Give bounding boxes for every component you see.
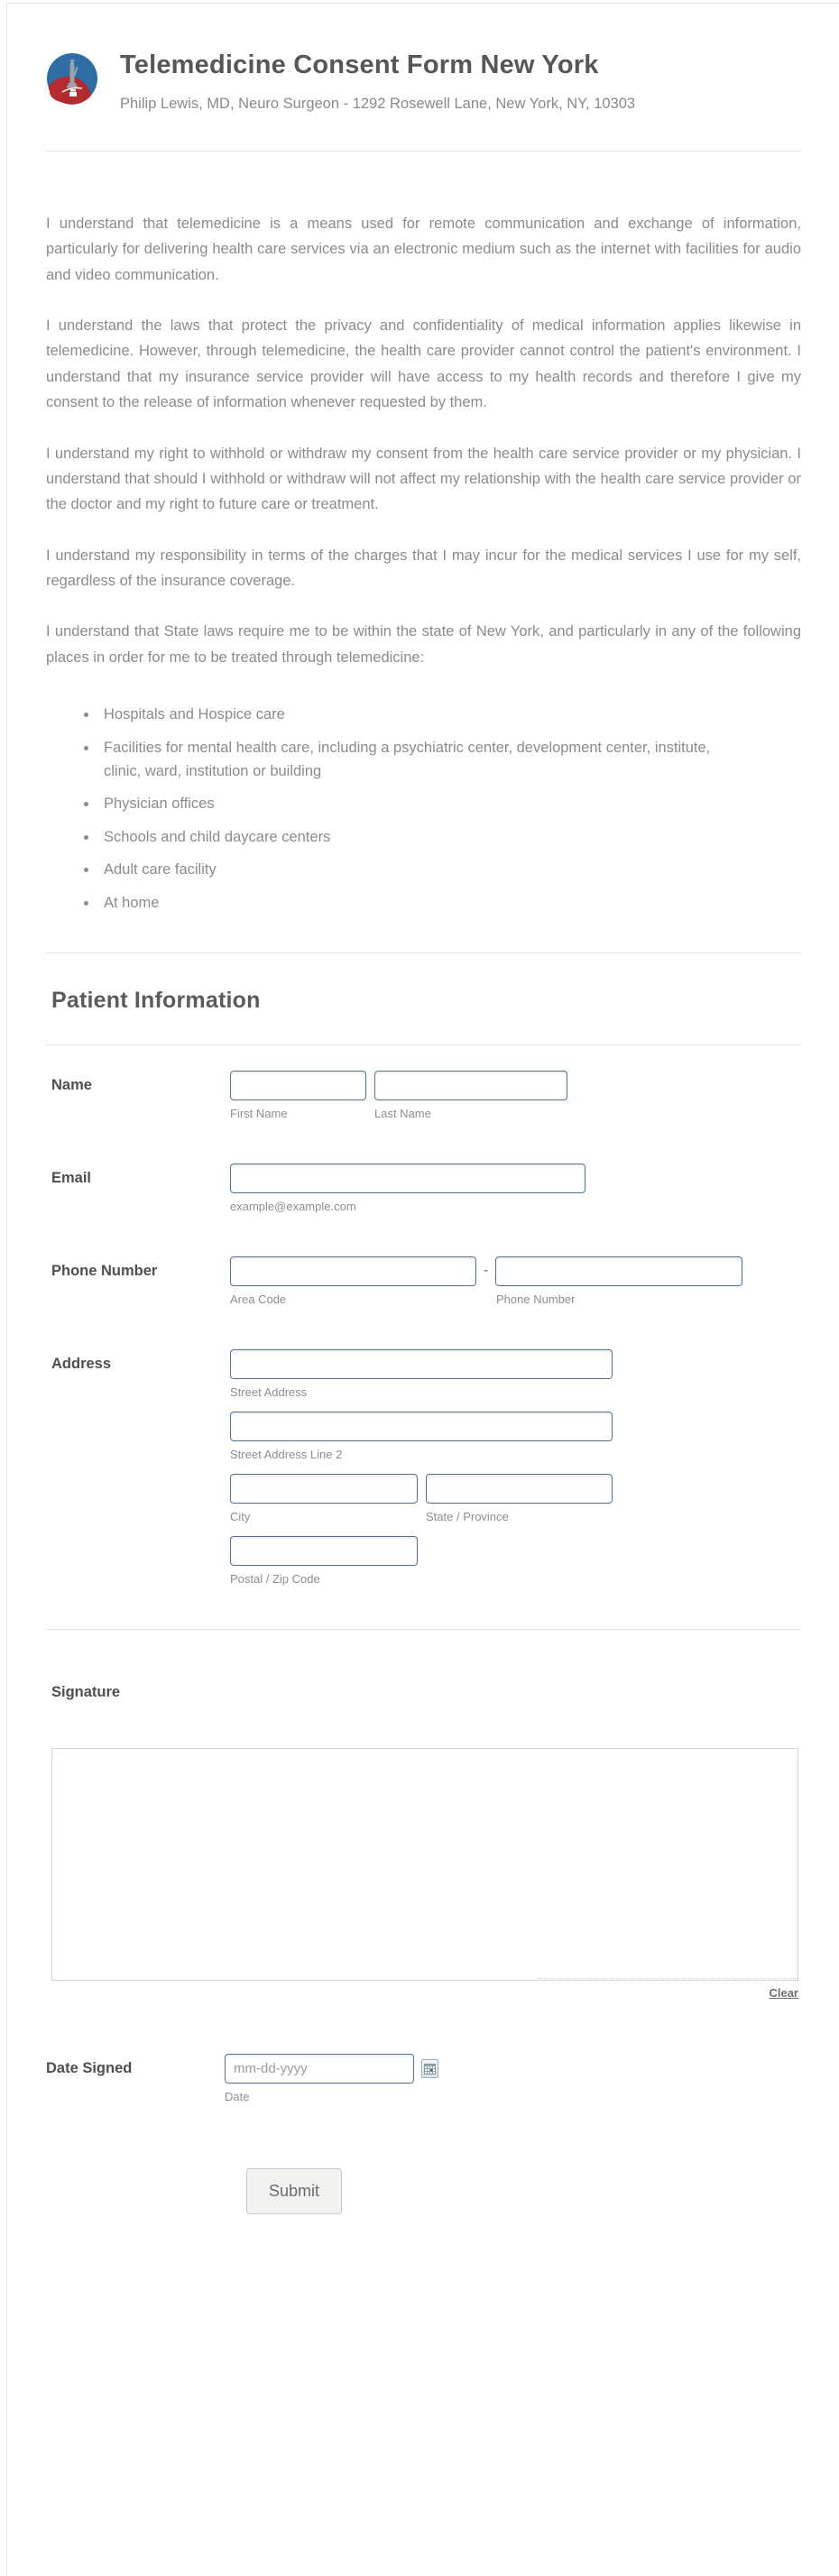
phone-separator: - [484,1263,489,1279]
clinic-logo-icon [46,52,98,105]
form-header [46,51,801,116]
list-item: • Schools and child daycare centers [98,825,748,849]
name-field-row [51,1071,801,1120]
address-field-row [51,1349,801,1586]
telemedicine-consent-form [6,3,839,2576]
calendar-icon [424,2063,436,2075]
consent-paragraph: I understand that State laws require me to be within the state of New York, and particularly in any of the following places in order for me to be treated through telemedicine: [46,623,801,666]
section-divider [46,1629,801,1630]
phone-label: Phone Number [51,1262,158,1279]
first-name-input[interactable] [230,1071,366,1100]
consent-locations-list [98,703,801,915]
submit-row [46,2168,801,2214]
patient-information-form [46,1071,801,1586]
phone-number-input[interactable] [495,1256,742,1286]
header-divider [46,151,801,152]
signature-label: Signature [51,1683,121,1700]
street-address-sublabel: Street Address [230,1385,308,1399]
date-signed-field-row [46,2054,801,2103]
street-address-line2-input[interactable] [230,1412,613,1441]
consent-paragraph: I understand the laws that protect the privacy and confidentiality of medical information applies likewise in telemedicine. However, through telemedicine, the health care provider cannot control the patient's environment. I understand that my insurance service provider will have access to my health records and therefore I give my consent to the release of information whenever requested by them. [46,317,801,411]
header-text [120,51,635,116]
city-sublabel: City [230,1509,251,1523]
list-item: • Hospitals and Hospice care [98,703,748,726]
address-label: Address [51,1355,112,1372]
consent-text-block [46,211,801,915]
email-input[interactable] [230,1164,585,1193]
email-sublabel: example@example.com [230,1199,356,1213]
list-item: • At home [98,891,748,915]
postal-zip-sublabel: Postal / Zip Code [230,1571,320,1586]
street-address-input[interactable] [230,1349,613,1379]
calendar-picker-button[interactable] [421,2059,438,2078]
signature-clear-row [46,1985,798,2001]
last-name-sublabel: Last Name [374,1106,431,1120]
postal-zip-input[interactable] [230,1536,418,1566]
signature-clear-link[interactable]: Clear [769,1985,798,2000]
consent-paragraph: I understand that telemedicine is a means used for remote communication and exchange of information, particularly for delivering health care services via an electronic medium such as the internet with facilities for audio and video communication. [46,215,801,283]
date-signed-label: Date Signed [46,2059,133,2076]
date-signed-input[interactable] [225,2054,414,2084]
form-title: Telemedicine Consent Form New York [120,51,599,79]
phone-field-row [51,1256,801,1306]
state-province-sublabel: State / Province [426,1509,509,1523]
submit-button[interactable]: Submit [246,2168,342,2214]
list-item: • Adult care facility [98,858,748,881]
consent-paragraph: I understand my right to withhold or withdraw my consent from the health care service provider or my physician. I understand that should I withhold or withdraw will not affect my relationship with the health care service provider or the doctor and my right to future care or treatment. [46,445,801,513]
area-code-input[interactable] [230,1256,476,1286]
phone-number-sublabel: Phone Number [496,1292,576,1306]
name-label: Name [51,1076,92,1093]
street-address-line2-sublabel: Street Address Line 2 [230,1447,343,1461]
section-divider [46,1044,801,1045]
first-name-sublabel: First Name [230,1106,288,1120]
email-label: Email [51,1169,92,1186]
state-province-input[interactable] [426,1474,613,1504]
email-field-row [51,1164,801,1213]
signature-pad[interactable] [51,1748,798,1981]
list-item: • Physician offices [98,792,748,815]
last-name-input[interactable] [374,1071,567,1100]
patient-information-heading: Patient Information [51,987,261,1013]
area-code-sublabel: Area Code [230,1292,287,1306]
section-divider [46,952,801,953]
city-input[interactable] [230,1474,418,1504]
signature-guide-line [537,1978,798,1979]
list-item: • Facilities for mental health care, including a psychiatric center, development center, institute, clinic, ward, institution or building [98,736,748,784]
form-subtitle: Philip Lewis, MD, Neuro Surgeon - 1292 Rosewell Lane, New York, NY, 10303 [120,96,636,113]
date-sublabel: Date [225,2089,250,2103]
consent-paragraph: I understand my responsibility in terms of the charges that I may incur for the medical services I use for my self, regardless of the insurance coverage. [46,547,801,590]
